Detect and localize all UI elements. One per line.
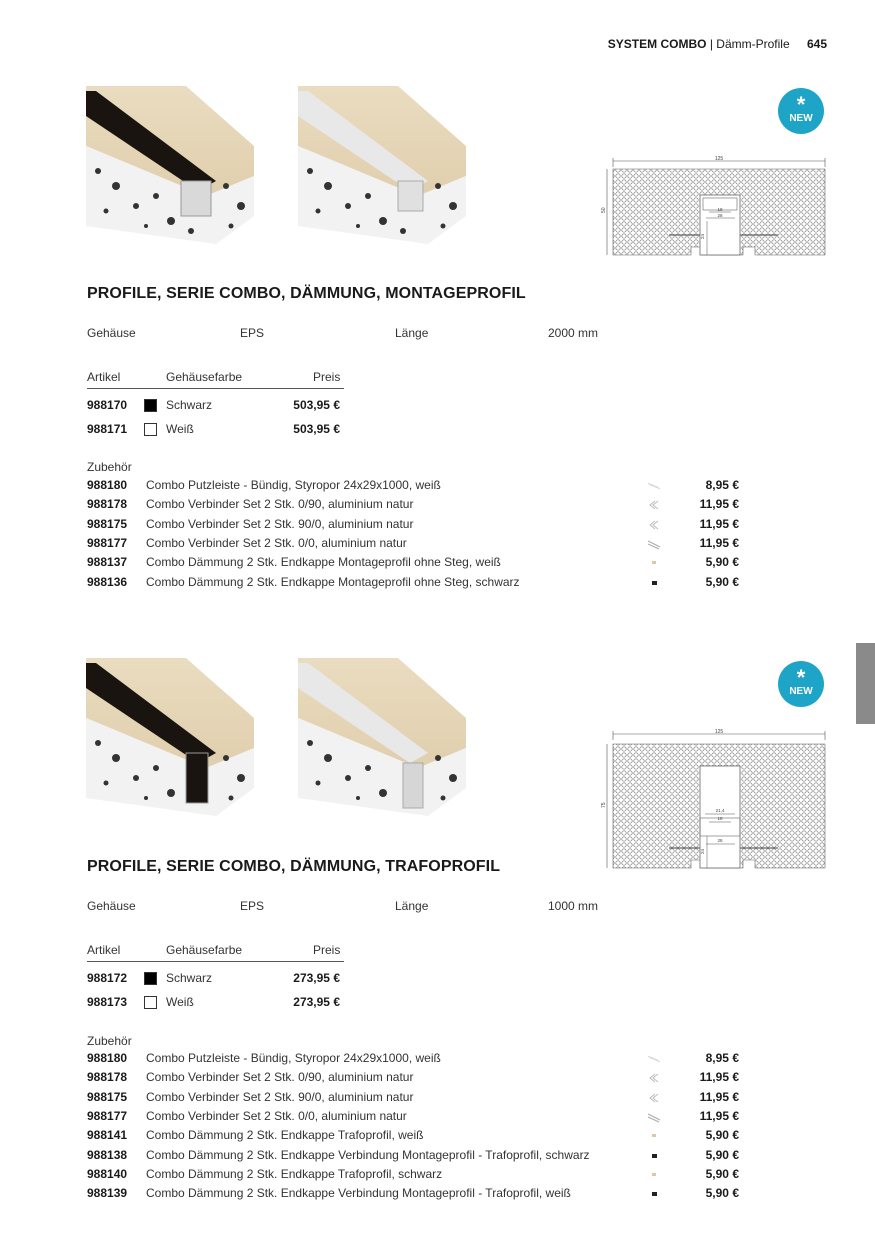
price: 5,90 € xyxy=(705,1186,739,1201)
article-number: 988139 xyxy=(87,1186,128,1201)
article-number: 988180 xyxy=(87,1051,128,1065)
article-number: 988178 xyxy=(87,1070,128,1085)
product-photo-black xyxy=(86,86,254,244)
article-number: 988141 xyxy=(87,1128,128,1143)
price: 8,95 € xyxy=(705,1051,739,1065)
price: 5,90 € xyxy=(705,1147,739,1162)
product-photo-white xyxy=(298,86,466,244)
price: 11,95 € xyxy=(699,535,739,550)
accessory-row xyxy=(87,517,739,536)
accessory-row xyxy=(87,1109,739,1128)
dim-depth: 24 xyxy=(700,233,705,239)
star-icon: * xyxy=(796,665,806,690)
price: 11,95 € xyxy=(699,516,739,531)
technical-drawing-trafoprofil xyxy=(603,728,833,875)
accessory-row xyxy=(87,1128,739,1147)
color-swatch-white xyxy=(144,996,157,1009)
endcap-white-icon xyxy=(647,1130,661,1140)
article-number: 988136 xyxy=(87,574,128,589)
table-divider xyxy=(87,388,344,389)
article-number: 988173 xyxy=(87,995,128,1009)
dim-height: 50 xyxy=(601,207,607,213)
price: 5,90 € xyxy=(705,1166,739,1181)
price: 8,95 € xyxy=(705,478,739,492)
accessory-row xyxy=(87,536,739,555)
connector-angle-icon xyxy=(647,1072,661,1082)
accessory-row xyxy=(87,1167,739,1186)
table-divider xyxy=(87,961,344,962)
technical-drawing-montageprofil xyxy=(603,155,833,265)
dim-inner-2: 18 xyxy=(717,816,723,821)
price: 5,90 € xyxy=(705,574,739,589)
product-photo-white xyxy=(298,658,466,816)
article-number: 988137 xyxy=(87,555,128,570)
article-number: 988140 xyxy=(87,1166,128,1181)
connector-straight-icon xyxy=(647,1111,661,1121)
accessory-row xyxy=(87,478,739,497)
accessory-row xyxy=(87,1070,739,1089)
accessory-row xyxy=(87,1090,739,1109)
strip-icon xyxy=(647,1053,661,1063)
product-title: PROFILE, SERIE COMBO, DÄMMUNG, MONTAGEPROFIL xyxy=(87,285,526,302)
accessory-description: Combo Putzleiste - Bündig, Styropor 24x29x1000, weiß xyxy=(146,1051,441,1065)
article-number: 988175 xyxy=(87,1089,128,1104)
color-swatch-white xyxy=(144,423,157,436)
spec-housing-label: Gehäuse xyxy=(87,326,136,340)
new-badge xyxy=(778,88,824,134)
accessory-description: Combo Dämmung 2 Stk. Endkappe Verbindung Montageprofil - Trafoprofil, weiß xyxy=(146,1186,571,1201)
subsection-title: Dämm-Profile xyxy=(716,37,790,51)
spec-length-value: 1000 mm xyxy=(548,899,599,913)
col-header-color: Gehäusefarbe xyxy=(166,943,243,957)
spec-length-label: Länge xyxy=(395,899,429,913)
color-swatch-black xyxy=(144,972,157,985)
accessory-description: Combo Verbinder Set 2 Stk. 0/90, aluminium natur xyxy=(146,1070,414,1085)
spec-length-label: Länge xyxy=(395,326,429,340)
endcap-white-icon xyxy=(647,1169,661,1179)
accessory-description: Combo Dämmung 2 Stk. Endkappe Montageprofil ohne Steg, schwarz xyxy=(146,574,520,589)
color-name: Schwarz xyxy=(166,398,213,412)
accessory-row xyxy=(87,1186,739,1205)
new-badge-label: NEW xyxy=(789,113,813,124)
col-header-article: Artikel xyxy=(87,943,121,957)
endcap-black-icon xyxy=(647,577,661,587)
accessory-row xyxy=(87,497,739,516)
table-row xyxy=(87,995,344,1015)
accessory-description: Combo Dämmung 2 Stk. Endkappe Trafoprofil, schwarz xyxy=(146,1166,443,1181)
price: 11,95 € xyxy=(699,1089,739,1104)
accessory-description: Combo Putzleiste - Bündig, Styropor 24x29x1000, weiß xyxy=(146,478,441,492)
table-row xyxy=(87,422,344,442)
article-number: 988138 xyxy=(87,1147,128,1162)
accessory-row xyxy=(87,575,739,594)
article-number: 988177 xyxy=(87,535,128,550)
page-header xyxy=(608,37,827,51)
price: 5,90 € xyxy=(705,555,739,570)
dim-width: 125 xyxy=(714,729,724,735)
accessory-row xyxy=(87,1148,739,1167)
accessories-label: Zubehör xyxy=(87,1034,132,1048)
connector-angle-icon xyxy=(647,499,661,509)
accessories-label: Zubehör xyxy=(87,460,132,474)
col-header-price: Preis xyxy=(313,370,341,384)
article-number: 988178 xyxy=(87,497,128,512)
accessory-description: Combo Verbinder Set 2 Stk. 0/0, aluminium natur xyxy=(146,535,407,550)
spec-housing-value: EPS xyxy=(240,326,265,340)
price: 11,95 € xyxy=(699,1070,739,1085)
accessory-description: Combo Verbinder Set 2 Stk. 90/0, aluminium natur xyxy=(146,516,414,531)
color-name: Weiß xyxy=(166,422,194,436)
table-row xyxy=(87,398,344,418)
dim-inner-1: 18 xyxy=(717,207,723,212)
price: 5,90 € xyxy=(705,1128,739,1143)
connector-angle-icon xyxy=(647,1092,661,1102)
col-header-color: Gehäusefarbe xyxy=(166,370,243,384)
chapter-tab xyxy=(856,643,875,724)
dim-inner-2: 28 xyxy=(717,213,723,218)
dim-inner-3: 28 xyxy=(717,838,723,843)
accessory-description: Combo Dämmung 2 Stk. Endkappe Montageprofil ohne Steg, weiß xyxy=(146,555,501,570)
article-number: 988170 xyxy=(87,398,128,412)
spec-housing-value: EPS xyxy=(240,899,265,913)
price: 11,95 € xyxy=(699,497,739,512)
price: 273,95 € xyxy=(293,971,340,985)
article-number: 988177 xyxy=(87,1108,128,1123)
accessory-row xyxy=(87,555,739,574)
page-number: 645 xyxy=(806,37,827,51)
new-badge-label: NEW xyxy=(789,686,813,697)
dim-inner-1: 21,4 xyxy=(715,808,725,813)
article-number: 988172 xyxy=(87,971,128,985)
price: 11,95 € xyxy=(699,1108,739,1123)
endcap-black-icon xyxy=(647,1150,661,1160)
product-title: PROFILE, SERIE COMBO, DÄMMUNG, TRAFOPROFIL xyxy=(87,858,501,875)
price: 503,95 € xyxy=(293,398,340,412)
connector-straight-icon xyxy=(647,538,661,548)
header-separator: | xyxy=(709,37,713,51)
endcap-white-icon xyxy=(647,557,661,567)
accessory-description: Combo Verbinder Set 2 Stk. 90/0, aluminium natur xyxy=(146,1089,414,1104)
endcap-black-icon xyxy=(647,1188,661,1198)
dim-height: 75 xyxy=(601,802,607,808)
color-swatch-black xyxy=(144,399,157,412)
star-icon: * xyxy=(796,92,806,117)
color-name: Weiß xyxy=(166,995,194,1009)
accessory-description: Combo Verbinder Set 2 Stk. 0/0, aluminium natur xyxy=(146,1108,407,1123)
article-number: 988171 xyxy=(87,422,128,436)
product-photo-black xyxy=(86,658,254,816)
accessory-description: Combo Verbinder Set 2 Stk. 0/90, aluminium natur xyxy=(146,497,414,512)
strip-icon xyxy=(647,480,661,490)
accessory-description: Combo Dämmung 2 Stk. Endkappe Trafoprofil, weiß xyxy=(146,1128,424,1143)
accessory-row xyxy=(87,1051,739,1070)
dim-width: 125 xyxy=(714,156,724,162)
table-row xyxy=(87,971,344,991)
section-title: SYSTEM COMBO xyxy=(607,37,707,51)
accessory-description: Combo Dämmung 2 Stk. Endkappe Verbindung Montageprofil - Trafoprofil, schwarz xyxy=(146,1147,590,1162)
color-name: Schwarz xyxy=(166,971,213,985)
price: 503,95 € xyxy=(293,422,340,436)
new-badge xyxy=(778,661,824,707)
spec-housing-label: Gehäuse xyxy=(87,899,136,913)
spec-length-value: 2000 mm xyxy=(548,326,599,340)
article-number: 988175 xyxy=(87,516,128,531)
connector-angle-icon xyxy=(647,519,661,529)
price: 273,95 € xyxy=(293,995,340,1009)
dim-depth: 24 xyxy=(700,848,705,854)
article-number: 988180 xyxy=(87,478,128,492)
col-header-price: Preis xyxy=(313,943,341,957)
col-header-article: Artikel xyxy=(87,370,121,384)
